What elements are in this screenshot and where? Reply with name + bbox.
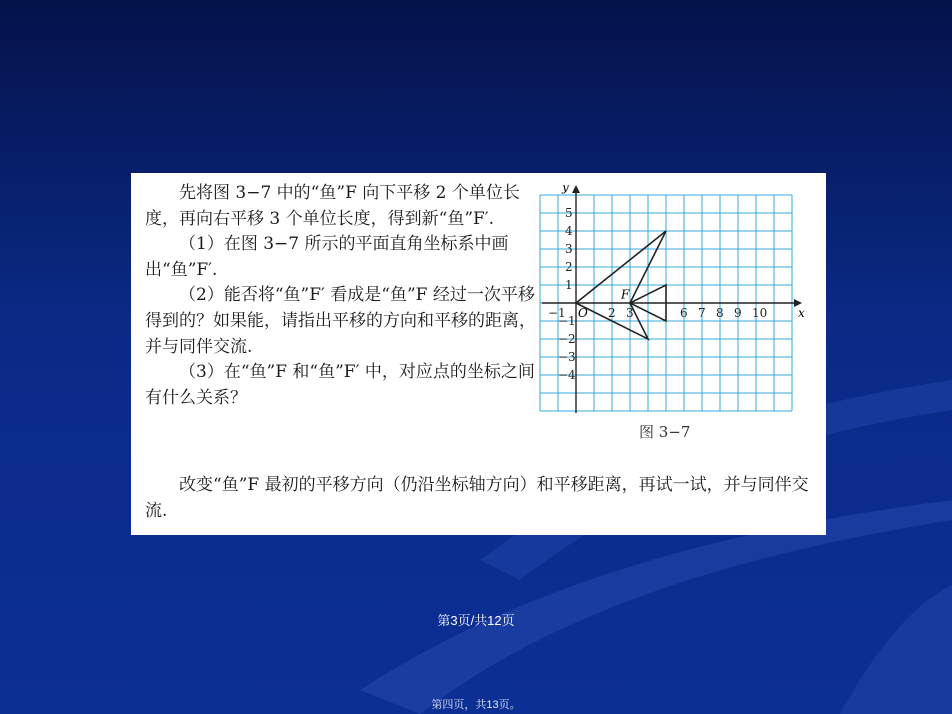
page-total-note: 第四页，共13页。 [431,699,521,711]
tick-labels [548,206,767,382]
problem-intro: 先将图 3−7 中的“鱼”F 向下平移 2 个单位长度，再向右平移 3 个单位长度，得到新“鱼”F′. [145,183,520,229]
x-tick-label: 2 [608,306,616,320]
x-tick-label: 8 [716,306,724,320]
problem-text [145,181,540,411]
question-3: （3）在“鱼”F 和“鱼”F′ 中，对应点的坐标之间有什么关系？ [145,362,535,408]
figure-caption: 图 3−7 [639,423,691,441]
x-tick-label: 10 [752,306,768,320]
x-tick-label: 7 [698,306,706,320]
y-tick-label: 5 [565,206,573,220]
y-axis-arrow [572,185,580,193]
y-tick-label: 2 [565,260,573,274]
x-tick-label: 6 [680,306,688,320]
question-2: （2）能否将“鱼”F′ 看成是“鱼”F 经过一次平移得到的？如果能，请指出平移的方向和平移的距离，并与同伴交流. [145,285,536,357]
x-tick-label: 3 [626,306,634,320]
y-axis-label: y [562,185,569,194]
x-tick-label: 9 [734,306,742,320]
x-axis-label: x [798,306,805,320]
extension-text [145,473,815,524]
coordinate-figure [536,185,826,425]
y-tick-label: 4 [565,224,573,238]
y-tick-label: −2 [558,332,576,346]
y-tick-label: 3 [565,242,573,256]
y-tick-label: −1 [558,314,576,328]
content-card [131,173,826,535]
y-tick-label: 1 [565,278,573,292]
origin-label: O [578,306,588,320]
fish-label: F [621,287,630,302]
extension-paragraph: 改变“鱼”F 最初的平移方向（仍沿坐标轴方向）和平移距离，再试一试，并与同伴交流. [145,475,809,521]
x-tick-label: −1 [548,306,566,320]
y-tick-label: −4 [558,368,576,382]
y-tick-label: −3 [558,350,576,364]
question-1: （1）在图 3−7 所示的平面直角坐标系中画出“鱼”F′. [145,234,509,280]
page-indicator: 第3页/共12页 [437,613,515,628]
